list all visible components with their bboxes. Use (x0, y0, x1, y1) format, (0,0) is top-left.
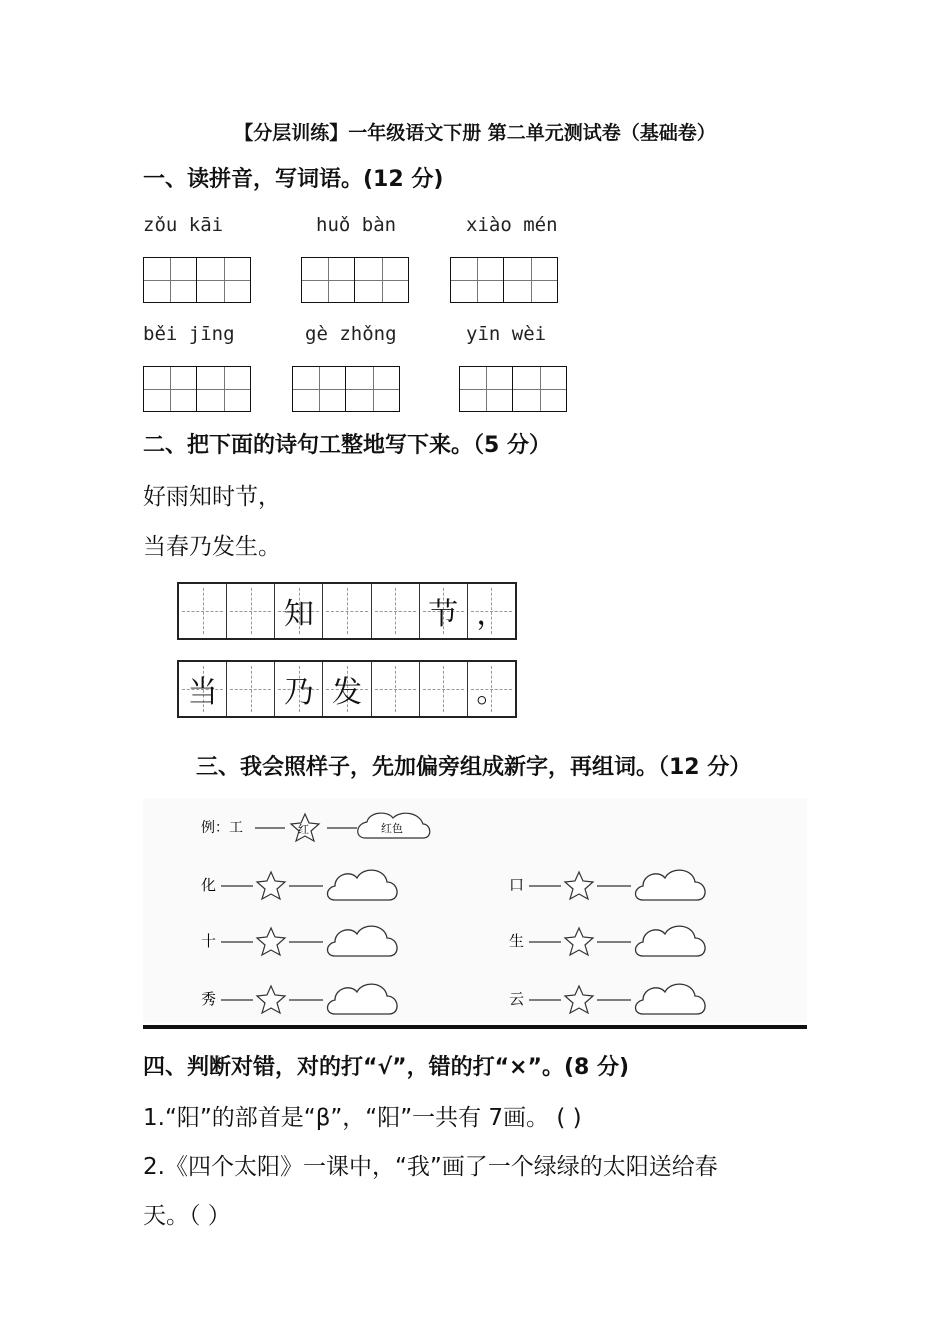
section4-heading: 四、判断对错，对的打“√”，错的打“×”。(8 分) (143, 1055, 630, 1080)
left-char-3: 秀 (201, 990, 217, 1008)
grid-cell: 。 (476, 675, 507, 710)
poem-line-2: 当春乃发生。 (143, 534, 281, 560)
grid-cell: 节 (428, 597, 459, 632)
writing-box-3[interactable] (450, 257, 558, 303)
grid-cell: 乃 (283, 675, 314, 710)
right-char-3: 云 (509, 990, 525, 1008)
section-divider (143, 1025, 807, 1029)
copy-grid-row-2[interactable] (177, 660, 517, 718)
writing-box-6[interactable] (459, 366, 567, 412)
pinyin-6: yīn wèi (466, 323, 547, 345)
radical-diagram (143, 798, 807, 1022)
copy-grid-row-1[interactable] (177, 582, 517, 640)
page-title: 【分层训练】一年级语文下册 第二单元测试卷（基础卷） (234, 122, 716, 144)
right-char-2: 生 (509, 932, 525, 950)
question-2-line-1: 2.《四个太阳》一课中，“我”画了一个绿绿的太阳送给春 (143, 1154, 718, 1180)
pinyin-3: xiào mén (466, 214, 558, 236)
example-label: 例：工 (201, 820, 243, 836)
writing-box-4[interactable] (143, 366, 251, 412)
question-2-line-2: 天。（ ） (143, 1203, 231, 1229)
left-char-2: 十 (201, 932, 217, 950)
grid-cell: ， (476, 597, 507, 632)
pinyin-2: huǒ bàn (316, 214, 397, 236)
pinyin-4: běi jīng (143, 323, 235, 345)
example-star-char: 红 (298, 823, 309, 836)
section3-heading: 三、我会照样子，先加偏旁组成新字，再组词。（12 分） (196, 755, 752, 780)
grid-cell: 当 (187, 675, 218, 710)
example-cloud-word: 红色 (381, 822, 403, 835)
question-1: 1.“阳”的部首是“β”，“阳”一共有 7画。 ( ) (143, 1105, 582, 1131)
writing-box-5[interactable] (292, 366, 400, 412)
writing-box-1[interactable] (143, 257, 251, 303)
pinyin-1: zǒu kāi (143, 214, 224, 236)
section2-heading: 二、把下面的诗句工整地写下来。（5 分） (143, 433, 551, 458)
grid-cell: 发 (331, 675, 362, 710)
poem-line-1: 好雨知时节， (143, 484, 281, 510)
right-char-1: 口 (509, 876, 525, 894)
writing-box-2[interactable] (301, 257, 409, 303)
pinyin-5: gè zhǒng (305, 323, 397, 345)
section1-heading: 一、读拼音，写词语。(12 分) (143, 167, 444, 192)
grid-cell: 知 (283, 597, 314, 632)
left-char-1: 化 (201, 876, 217, 894)
